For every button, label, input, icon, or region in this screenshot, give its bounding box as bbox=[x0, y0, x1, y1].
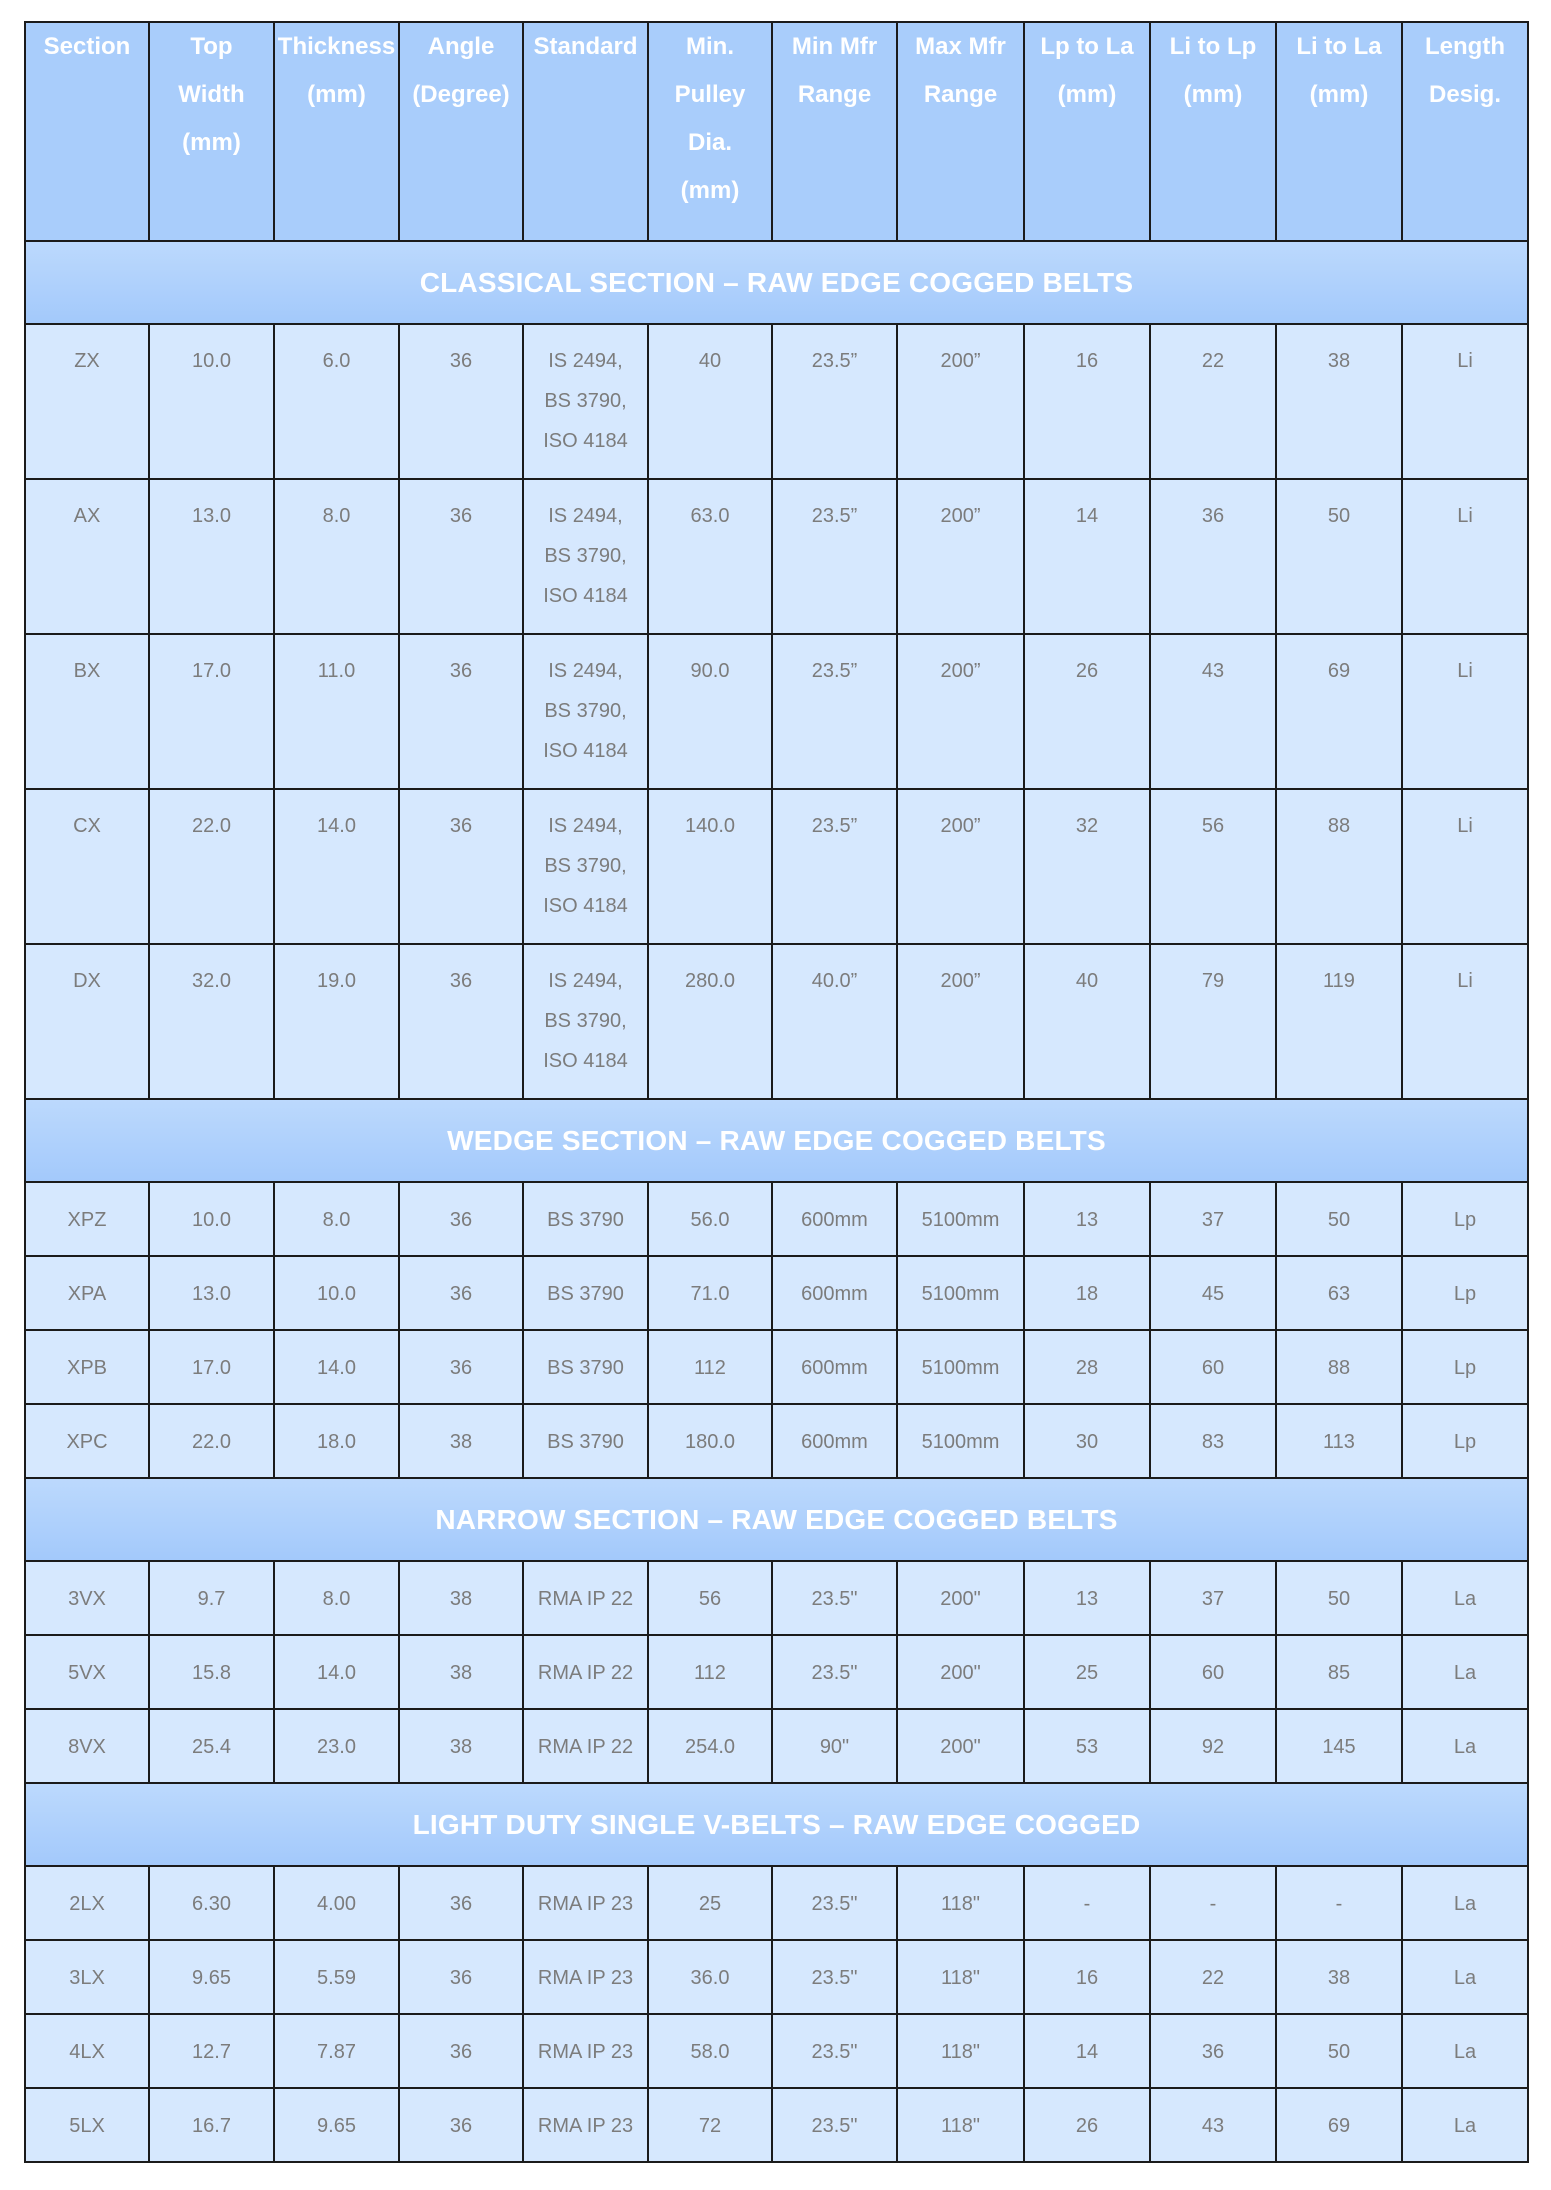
cell-standard: BS 3790 bbox=[523, 1330, 648, 1404]
cell-min-mfr-range: 23.5” bbox=[772, 634, 897, 789]
header-text: Max Mfr bbox=[915, 33, 1006, 60]
cell-length-desig: Li bbox=[1402, 634, 1528, 789]
cell-section: XPC bbox=[25, 1404, 149, 1478]
cell-top-width: 13.0 bbox=[149, 1256, 274, 1330]
cell-text-line: IS 2494, bbox=[548, 815, 623, 837]
cell-li-to-la: 88 bbox=[1276, 1330, 1402, 1404]
cell-li-to-lp: 36 bbox=[1150, 479, 1276, 634]
cell-li-to-la: 38 bbox=[1276, 1940, 1402, 2014]
section-heading-row bbox=[25, 1783, 1528, 1866]
cell-li-to-la: 85 bbox=[1276, 1635, 1402, 1709]
cell-section: 8VX bbox=[25, 1709, 149, 1783]
header-min-pulley-dia bbox=[648, 22, 772, 241]
cell-lp-to-la: 14 bbox=[1024, 479, 1150, 634]
section-title: NARROW SECTION – RAW EDGE COGGED BELTS bbox=[25, 1478, 1528, 1561]
cell-top-width: 25.4 bbox=[149, 1709, 274, 1783]
cell-top-width: 17.0 bbox=[149, 634, 274, 789]
cell-standard: RMA IP 23 bbox=[523, 2088, 648, 2162]
cell-standard: RMA IP 22 bbox=[523, 1635, 648, 1709]
cell-lp-to-la: 16 bbox=[1024, 1940, 1150, 2014]
cell-top-width: 10.0 bbox=[149, 1182, 274, 1256]
cell-top-width: 12.7 bbox=[149, 2014, 274, 2088]
cell-max-mfr-range: 118" bbox=[897, 2088, 1024, 2162]
table-row bbox=[25, 789, 1528, 944]
cell-lp-to-la: 14 bbox=[1024, 2014, 1150, 2088]
cell-lp-to-la: 13 bbox=[1024, 1561, 1150, 1635]
cell-top-width: 15.8 bbox=[149, 1635, 274, 1709]
cell-standard bbox=[523, 634, 648, 789]
header-min-mfr-range bbox=[772, 22, 897, 241]
header-text: Top bbox=[190, 33, 233, 60]
cell-max-mfr-range: 200” bbox=[897, 944, 1024, 1099]
table-row bbox=[25, 1940, 1528, 2014]
cell-angle: 36 bbox=[399, 789, 523, 944]
cell-text-line: ISO 4184 bbox=[543, 740, 628, 762]
cell-min-mfr-range: 23.5" bbox=[772, 2088, 897, 2162]
section-heading-row bbox=[25, 1099, 1528, 1182]
cell-min-mfr-range: 40.0” bbox=[772, 944, 897, 1099]
cell-angle: 36 bbox=[399, 2088, 523, 2162]
cell-thickness: 9.65 bbox=[274, 2088, 399, 2162]
cell-min-pulley-dia: 58.0 bbox=[648, 2014, 772, 2088]
cell-thickness: 4.00 bbox=[274, 1866, 399, 1940]
table-row bbox=[25, 1256, 1528, 1330]
cell-min-pulley-dia: 63.0 bbox=[648, 479, 772, 634]
cell-thickness: 11.0 bbox=[274, 634, 399, 789]
cell-min-mfr-range: 23.5” bbox=[772, 324, 897, 479]
cell-length-desig: La bbox=[1402, 1709, 1528, 1783]
cell-standard: BS 3790 bbox=[523, 1404, 648, 1478]
table-row bbox=[25, 1709, 1528, 1783]
table-row bbox=[25, 2088, 1528, 2162]
cell-standard bbox=[523, 324, 648, 479]
header-text: Lp to La bbox=[1040, 33, 1134, 60]
cell-section: BX bbox=[25, 634, 149, 789]
section-heading-row bbox=[25, 241, 1528, 324]
cell-min-pulley-dia: 112 bbox=[648, 1635, 772, 1709]
cell-min-pulley-dia: 36.0 bbox=[648, 1940, 772, 2014]
cell-thickness: 5.59 bbox=[274, 1940, 399, 2014]
cell-li-to-lp: - bbox=[1150, 1866, 1276, 1940]
cell-angle: 36 bbox=[399, 1330, 523, 1404]
cell-section: ZX bbox=[25, 324, 149, 479]
header-text: Range bbox=[923, 81, 998, 108]
cell-min-pulley-dia: 71.0 bbox=[648, 1256, 772, 1330]
cell-li-to-la: 69 bbox=[1276, 634, 1402, 789]
section-heading-row bbox=[25, 1478, 1528, 1561]
header-section bbox=[25, 22, 149, 241]
cell-lp-to-la: 53 bbox=[1024, 1709, 1150, 1783]
cell-standard bbox=[523, 944, 648, 1099]
cell-max-mfr-range: 5100mm bbox=[897, 1330, 1024, 1404]
cell-max-mfr-range: 5100mm bbox=[897, 1404, 1024, 1478]
cell-thickness: 8.0 bbox=[274, 1182, 399, 1256]
cell-min-pulley-dia: 90.0 bbox=[648, 634, 772, 789]
cell-standard: RMA IP 22 bbox=[523, 1561, 648, 1635]
cell-top-width: 13.0 bbox=[149, 479, 274, 634]
table-row bbox=[25, 944, 1528, 1099]
cell-text-line: BS 3790, bbox=[544, 390, 627, 412]
table-row bbox=[25, 1635, 1528, 1709]
header-text: Pulley bbox=[674, 81, 746, 108]
cell-text-line: ISO 4184 bbox=[543, 895, 628, 917]
cell-min-pulley-dia: 180.0 bbox=[648, 1404, 772, 1478]
cell-top-width: 10.0 bbox=[149, 324, 274, 479]
cell-section: AX bbox=[25, 479, 149, 634]
cell-li-to-lp: 60 bbox=[1150, 1635, 1276, 1709]
cell-top-width: 9.7 bbox=[149, 1561, 274, 1635]
header-text: Li to Lp bbox=[1169, 33, 1257, 60]
cell-lp-to-la: 16 bbox=[1024, 324, 1150, 479]
header-text: (mm) bbox=[182, 129, 241, 156]
cell-max-mfr-range: 200” bbox=[897, 789, 1024, 944]
cell-angle: 36 bbox=[399, 1256, 523, 1330]
table-row bbox=[25, 1330, 1528, 1404]
cell-lp-to-la: 25 bbox=[1024, 1635, 1150, 1709]
cell-li-to-lp: 79 bbox=[1150, 944, 1276, 1099]
header-text: Width bbox=[178, 81, 245, 108]
cell-li-to-la: 50 bbox=[1276, 1182, 1402, 1256]
cell-standard: RMA IP 23 bbox=[523, 2014, 648, 2088]
cell-text-line: ISO 4184 bbox=[543, 430, 628, 452]
cell-length-desig: Lp bbox=[1402, 1256, 1528, 1330]
cell-max-mfr-range: 200" bbox=[897, 1561, 1024, 1635]
cell-angle: 36 bbox=[399, 1940, 523, 2014]
cell-top-width: 32.0 bbox=[149, 944, 274, 1099]
cell-min-mfr-range: 23.5" bbox=[772, 1940, 897, 2014]
cell-min-pulley-dia: 56 bbox=[648, 1561, 772, 1635]
cell-li-to-lp: 43 bbox=[1150, 634, 1276, 789]
cell-thickness: 19.0 bbox=[274, 944, 399, 1099]
cell-thickness: 10.0 bbox=[274, 1256, 399, 1330]
cell-min-pulley-dia: 140.0 bbox=[648, 789, 772, 944]
header-text: Section bbox=[43, 33, 131, 60]
cell-length-desig: Li bbox=[1402, 324, 1528, 479]
cell-angle: 36 bbox=[399, 2014, 523, 2088]
header-text: Desig. bbox=[1428, 81, 1502, 108]
cell-max-mfr-range: 200” bbox=[897, 479, 1024, 634]
cell-standard: BS 3790 bbox=[523, 1256, 648, 1330]
cell-top-width: 22.0 bbox=[149, 1404, 274, 1478]
cell-standard: RMA IP 23 bbox=[523, 1940, 648, 2014]
header-text: (mm) bbox=[1183, 81, 1243, 108]
header-max-mfr-range bbox=[897, 22, 1024, 241]
cell-standard: RMA IP 22 bbox=[523, 1709, 648, 1783]
cell-section: DX bbox=[25, 944, 149, 1099]
header-lp-to-la bbox=[1024, 22, 1150, 241]
cell-max-mfr-range: 200" bbox=[897, 1709, 1024, 1783]
cell-li-to-lp: 22 bbox=[1150, 324, 1276, 479]
cell-lp-to-la: 30 bbox=[1024, 1404, 1150, 1478]
cell-section: 3LX bbox=[25, 1940, 149, 2014]
cell-min-pulley-dia: 112 bbox=[648, 1330, 772, 1404]
cell-length-desig: Lp bbox=[1402, 1330, 1528, 1404]
cell-top-width: 16.7 bbox=[149, 2088, 274, 2162]
cell-li-to-lp: 22 bbox=[1150, 1940, 1276, 2014]
header-li-to-lp bbox=[1150, 22, 1276, 241]
cell-min-pulley-dia: 280.0 bbox=[648, 944, 772, 1099]
cell-min-mfr-range: 600mm bbox=[772, 1404, 897, 1478]
header-standard bbox=[523, 22, 648, 241]
cell-thickness: 6.0 bbox=[274, 324, 399, 479]
header-text: Length bbox=[1425, 33, 1505, 60]
header-li-to-la bbox=[1276, 22, 1402, 241]
cell-li-to-lp: 83 bbox=[1150, 1404, 1276, 1478]
cell-length-desig: La bbox=[1402, 1940, 1528, 2014]
cell-top-width: 17.0 bbox=[149, 1330, 274, 1404]
cell-angle: 36 bbox=[399, 479, 523, 634]
cell-li-to-lp: 45 bbox=[1150, 1256, 1276, 1330]
header-text: Dia. bbox=[687, 129, 732, 156]
cell-max-mfr-range: 118" bbox=[897, 2014, 1024, 2088]
cell-section: CX bbox=[25, 789, 149, 944]
cell-thickness: 7.87 bbox=[274, 2014, 399, 2088]
table-row bbox=[25, 1182, 1528, 1256]
cell-lp-to-la: 28 bbox=[1024, 1330, 1150, 1404]
table-row bbox=[25, 324, 1528, 479]
cell-li-to-la: 63 bbox=[1276, 1256, 1402, 1330]
table-header-row bbox=[25, 22, 1528, 241]
header-text: (mm) bbox=[307, 81, 366, 108]
section-title: CLASSICAL SECTION – RAW EDGE COGGED BELTS bbox=[25, 241, 1528, 324]
cell-text-line: ISO 4184 bbox=[543, 585, 628, 607]
cell-angle: 38 bbox=[399, 1561, 523, 1635]
header-text: Range bbox=[797, 81, 872, 108]
cell-lp-to-la: 32 bbox=[1024, 789, 1150, 944]
cell-max-mfr-range: 5100mm bbox=[897, 1256, 1024, 1330]
header-angle bbox=[399, 22, 523, 241]
cell-li-to-la: 50 bbox=[1276, 1561, 1402, 1635]
cell-li-to-la: 88 bbox=[1276, 789, 1402, 944]
cell-angle: 36 bbox=[399, 324, 523, 479]
cell-li-to-la: 50 bbox=[1276, 479, 1402, 634]
cell-text-line: BS 3790, bbox=[544, 545, 627, 567]
header-text: (Degree) bbox=[412, 81, 510, 108]
cell-lp-to-la: 13 bbox=[1024, 1182, 1150, 1256]
cell-text-line: ISO 4184 bbox=[543, 1050, 628, 1072]
cell-section: 2LX bbox=[25, 1866, 149, 1940]
cell-section: 5VX bbox=[25, 1635, 149, 1709]
cell-section: XPA bbox=[25, 1256, 149, 1330]
cell-li-to-la: - bbox=[1276, 1866, 1402, 1940]
cell-li-to-la: 145 bbox=[1276, 1709, 1402, 1783]
section-title: LIGHT DUTY SINGLE V-BELTS – RAW EDGE COGGED bbox=[25, 1783, 1528, 1866]
cell-standard bbox=[523, 479, 648, 634]
cell-max-mfr-range: 118" bbox=[897, 1866, 1024, 1940]
cell-max-mfr-range: 200” bbox=[897, 634, 1024, 789]
cell-li-to-la: 38 bbox=[1276, 324, 1402, 479]
cell-angle: 36 bbox=[399, 634, 523, 789]
cell-lp-to-la: 26 bbox=[1024, 634, 1150, 789]
cell-text-line: IS 2494, bbox=[548, 350, 623, 372]
cell-section: XPB bbox=[25, 1330, 149, 1404]
cell-min-mfr-range: 23.5” bbox=[772, 789, 897, 944]
header-thickness bbox=[274, 22, 399, 241]
header-top-width bbox=[149, 22, 274, 241]
cell-section: 5LX bbox=[25, 2088, 149, 2162]
cell-top-width: 9.65 bbox=[149, 1940, 274, 2014]
cell-lp-to-la: 40 bbox=[1024, 944, 1150, 1099]
cell-thickness: 14.0 bbox=[274, 789, 399, 944]
cell-section: 3VX bbox=[25, 1561, 149, 1635]
header-text: (mm) bbox=[680, 177, 740, 204]
cell-min-pulley-dia: 40 bbox=[648, 324, 772, 479]
cell-text-line: BS 3790, bbox=[544, 855, 627, 877]
cell-max-mfr-range: 118" bbox=[897, 1940, 1024, 2014]
cell-standard bbox=[523, 789, 648, 944]
header-text: Min. bbox=[686, 33, 734, 60]
cell-min-pulley-dia: 25 bbox=[648, 1866, 772, 1940]
cell-li-to-lp: 92 bbox=[1150, 1709, 1276, 1783]
cell-section: XPZ bbox=[25, 1182, 149, 1256]
cell-text-line: IS 2494, bbox=[548, 660, 623, 682]
cell-min-pulley-dia: 254.0 bbox=[648, 1709, 772, 1783]
cell-text-line: BS 3790, bbox=[544, 700, 627, 722]
cell-text-line: BS 3790, bbox=[544, 1010, 627, 1032]
cell-length-desig: Lp bbox=[1402, 1404, 1528, 1478]
cell-section: 4LX bbox=[25, 2014, 149, 2088]
cell-min-mfr-range: 23.5" bbox=[772, 1561, 897, 1635]
cell-min-mfr-range: 90" bbox=[772, 1709, 897, 1783]
cell-text-line: IS 2494, bbox=[548, 970, 623, 992]
cell-thickness: 8.0 bbox=[274, 479, 399, 634]
cell-li-to-lp: 37 bbox=[1150, 1182, 1276, 1256]
cell-angle: 38 bbox=[399, 1709, 523, 1783]
cell-top-width: 6.30 bbox=[149, 1866, 274, 1940]
cell-min-mfr-range: 600mm bbox=[772, 1330, 897, 1404]
cell-max-mfr-range: 200” bbox=[897, 324, 1024, 479]
header-text: (mm) bbox=[1309, 81, 1369, 108]
cell-max-mfr-range: 5100mm bbox=[897, 1182, 1024, 1256]
cell-li-to-la: 119 bbox=[1276, 944, 1402, 1099]
cell-length-desig: La bbox=[1402, 1635, 1528, 1709]
cell-angle: 36 bbox=[399, 944, 523, 1099]
belt-spec-table bbox=[24, 21, 1529, 2163]
cell-top-width: 22.0 bbox=[149, 789, 274, 944]
cell-length-desig: Lp bbox=[1402, 1182, 1528, 1256]
header-text: Standard bbox=[533, 33, 638, 60]
cell-min-mfr-range: 23.5” bbox=[772, 479, 897, 634]
cell-min-pulley-dia: 56.0 bbox=[648, 1182, 772, 1256]
cell-lp-to-la: 26 bbox=[1024, 2088, 1150, 2162]
table-row bbox=[25, 479, 1528, 634]
table-row bbox=[25, 1561, 1528, 1635]
cell-length-desig: Li bbox=[1402, 944, 1528, 1099]
cell-li-to-lp: 43 bbox=[1150, 2088, 1276, 2162]
cell-thickness: 18.0 bbox=[274, 1404, 399, 1478]
cell-li-to-la: 69 bbox=[1276, 2088, 1402, 2162]
cell-thickness: 8.0 bbox=[274, 1561, 399, 1635]
cell-length-desig: Li bbox=[1402, 789, 1528, 944]
cell-max-mfr-range: 200" bbox=[897, 1635, 1024, 1709]
section-title: WEDGE SECTION – RAW EDGE COGGED BELTS bbox=[25, 1099, 1528, 1182]
table-row bbox=[25, 634, 1528, 789]
cell-standard: RMA IP 23 bbox=[523, 1866, 648, 1940]
cell-angle: 38 bbox=[399, 1404, 523, 1478]
cell-thickness: 14.0 bbox=[274, 1635, 399, 1709]
cell-li-to-lp: 56 bbox=[1150, 789, 1276, 944]
table-row bbox=[25, 2014, 1528, 2088]
cell-min-pulley-dia: 72 bbox=[648, 2088, 772, 2162]
header-text: Thickness bbox=[277, 33, 396, 60]
cell-thickness: 14.0 bbox=[274, 1330, 399, 1404]
cell-angle: 36 bbox=[399, 1866, 523, 1940]
header-text: Min Mfr bbox=[791, 33, 878, 60]
cell-angle: 38 bbox=[399, 1635, 523, 1709]
cell-lp-to-la: 18 bbox=[1024, 1256, 1150, 1330]
cell-min-mfr-range: 600mm bbox=[772, 1182, 897, 1256]
cell-li-to-lp: 37 bbox=[1150, 1561, 1276, 1635]
cell-min-mfr-range: 23.5" bbox=[772, 1635, 897, 1709]
header-length-desig bbox=[1402, 22, 1528, 241]
cell-length-desig: La bbox=[1402, 1866, 1528, 1940]
cell-standard: BS 3790 bbox=[523, 1182, 648, 1256]
cell-text-line: IS 2494, bbox=[548, 505, 623, 527]
cell-li-to-lp: 60 bbox=[1150, 1330, 1276, 1404]
cell-li-to-la: 113 bbox=[1276, 1404, 1402, 1478]
header-text: (mm) bbox=[1057, 81, 1117, 108]
cell-min-mfr-range: 600mm bbox=[772, 1256, 897, 1330]
cell-thickness: 23.0 bbox=[274, 1709, 399, 1783]
cell-length-desig: La bbox=[1402, 1561, 1528, 1635]
cell-lp-to-la: - bbox=[1024, 1866, 1150, 1940]
cell-li-to-la: 50 bbox=[1276, 2014, 1402, 2088]
header-text: Li to La bbox=[1296, 33, 1382, 60]
header-text: Angle bbox=[427, 33, 495, 60]
cell-li-to-lp: 36 bbox=[1150, 2014, 1276, 2088]
cell-min-mfr-range: 23.5" bbox=[772, 1866, 897, 1940]
cell-length-desig: Li bbox=[1402, 479, 1528, 634]
cell-min-mfr-range: 23.5" bbox=[772, 2014, 897, 2088]
cell-length-desig: La bbox=[1402, 2088, 1528, 2162]
cell-angle: 36 bbox=[399, 1182, 523, 1256]
table-row bbox=[25, 1404, 1528, 1478]
cell-length-desig: La bbox=[1402, 2014, 1528, 2088]
table-row bbox=[25, 1866, 1528, 1940]
